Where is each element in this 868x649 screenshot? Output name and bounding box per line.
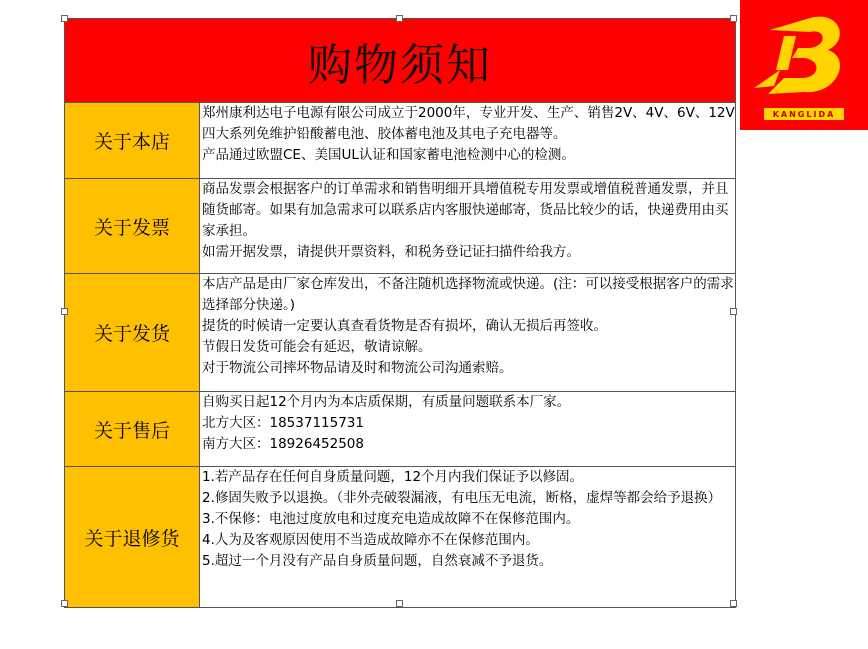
brand-logo <box>740 0 868 130</box>
row-label: 关于发票 <box>65 179 200 273</box>
row-after-sales <box>65 392 735 467</box>
resize-handle[interactable] <box>730 15 737 22</box>
row-line: 1.若产品存在任何自身质量问题，12个月内我们保证予以修固。 <box>202 469 584 485</box>
row-line: 提货的时候请一定要认真查看货物是否有损坏，确认无损后再签收。 <box>202 318 607 334</box>
row-line: 4.人为及客观原因使用不当造成故障亦不在保修范围内。 <box>202 532 539 548</box>
page-title: 购物须知 <box>308 39 492 91</box>
resize-handle[interactable] <box>61 308 68 315</box>
row-line: 3.不保修：电池过度放电和过度充电造成故障不在保修范围内。 <box>202 511 580 527</box>
row-label: 关于本店 <box>65 103 200 178</box>
row-line: 自购买日起12个月内为本店质保期，有质量问题联系本厂家。 <box>202 394 571 410</box>
row-line: 商品发票会根据客户的订单需求和销售明细开具增值税专用发票或增值税普通发票，并且随货邮寄。如果有加急需求可以联系店内客服快递邮寄，货品比较少的话，快递费用由买家承担。 <box>202 181 729 239</box>
row-body <box>200 179 735 273</box>
row-label: 关于退修货 <box>65 467 200 607</box>
row-returns <box>65 467 735 608</box>
row-line: 对于物流公司摔坏物品请及时和物流公司沟通索赔。 <box>202 360 513 376</box>
row-body <box>200 274 735 391</box>
row-about-store <box>65 103 735 179</box>
row-label: 关于售后 <box>65 392 200 466</box>
row-body <box>200 392 735 466</box>
resize-handle[interactable] <box>61 15 68 22</box>
row-about-shipping <box>65 274 735 392</box>
resize-handle[interactable] <box>730 308 737 315</box>
resize-handle[interactable] <box>730 600 737 607</box>
row-body <box>200 467 735 607</box>
row-line: 如需开据发票，请提供开票资料，和税务登记证扫描件给我方。 <box>202 244 580 260</box>
row-label: 关于发货 <box>65 274 200 391</box>
row-line: 2.修固失败予以退换。（非外壳破裂漏液，有电压无电流，断格，虚焊等都会给予退换） <box>202 490 722 506</box>
row-line: 南方大区：18926452508 <box>202 436 364 452</box>
logo-wordmark: KANGLIDA <box>764 108 844 120</box>
notice-table <box>64 18 736 608</box>
row-about-invoice <box>65 179 735 274</box>
row-line: 本店产品是由厂家仓库发出，不备注随机选择物流或快递。(注：可以接受根据客户的需求选择部分快递。) <box>202 276 734 313</box>
row-line: 5.超过一个月没有产品自身质量问题，自然衰减不予退货。 <box>202 553 553 569</box>
resize-handle[interactable] <box>396 15 403 22</box>
row-line: 郑州康利达电子电源有限公司成立于2000年，专业开发、生产、销售2V、4V、6V、12V四大系列免维护铅酸蓄电池、胶体蓄电池及其电子充电器等。 <box>202 105 735 142</box>
row-line: 北方大区：18537115731 <box>202 415 364 431</box>
resize-handle[interactable] <box>61 600 68 607</box>
resize-handle[interactable] <box>396 600 403 607</box>
row-body <box>200 103 735 178</box>
logo-mark-icon <box>740 0 868 108</box>
title-banner <box>65 18 735 103</box>
row-line: 节假日发货可能会有延迟，敬请谅解。 <box>202 339 432 355</box>
row-line: 产品通过欧盟CE、美国UL认证和国家蓄电池检测中心的检测。 <box>202 147 575 163</box>
